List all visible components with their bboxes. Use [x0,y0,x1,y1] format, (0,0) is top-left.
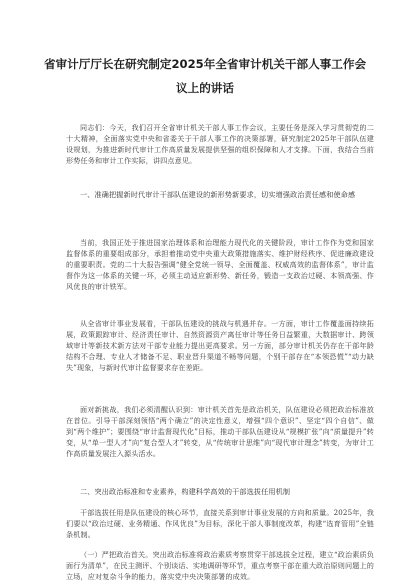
paragraph-selection: 干部选拔任用是队伍建设的核心环节，直接关系到审计事业发展的方向和质量。2025年，我们要以“政治过硬、业务精通、作风优良”为目标，深化干部人事制度改革，构建“选育管用”全链条机制。 [66,508,374,539]
paragraph-political-check: （一）严把政治首关。突出政治标准将政治素质考察贯穿干部选拔全过程，建立“政治素质负面行为清单”，在民主测评、个别谈话、实地调研等环节，重点考察干部在重大政治原则问题上的立场，应对复杂斗争的能力，落实党中央决策部署的成效。 [66,550,375,581]
section-heading-1: 一、准确把握新时代审计干部队伍建设的新形势新要求，切实增强政治责任感和使命感 [80,190,356,199]
document-title-line-1: 省审计厅厅长在研究制定2025年全省审计机关干部人事工作会 [43,57,367,71]
paragraph-opening: 同志们：今天，我们召开全省审计机关干部人事工作会议，主要任务是深入学习贯彻党的二十大精神，全面落实党中央和省委关于干部人事工作的决策部署，研究制定2025年干部队伍建设规划，为推进新时代审计工作高质量发展提供坚强的组织保障和人才支撑。下面，我结合当前形势任务和审计工作实际，讲四点意见。 [66,123,374,165]
paragraph-context: 当前，我国正处于推进国家治理体系和治理能力现代化的关键阶段，审计工作作为党和国家监督体系的重要组成部分，承担着推动党中央重大政策措施落实、维护财经秩序、促进廉政建设的重要职责。党的二十大报告强调“健全党统一领导、全面覆盖、权威高效的监督体系”，审计监督作为这一体系的关键一环，必须主动适应新形势、新任务，锻造一支政治过硬、本领高强、作风优良的审计铁军。 [66,238,374,291]
paragraph-challenges: 从全省审计事业发展看，干部队伍建设的挑战与机遇并存。一方面，审计工作覆盖面持续拓展，政策跟踪审计、经济责任审计、自然资源资产离任审计等任务日益繁重，大数据审计、跨领域审计等新技术新方法对干部专业能力提出更高要求。另一方面，部分审计机关仍存在干部年龄结构不合理、专业人才储备不足、职业晋升渠道不畅等问题，个别干部存在“本领恐慌”“动力缺失”现象，与新时代审计监督要求存在差距。 [66,319,374,372]
paragraph-requirements: 面对新挑战，我们必须清醒认识到：审计机关首先是政治机关，队伍建设必须把政治标准放在首位。引导干部深刻领悟“两个确立”的决定性意义，增强“四个意识”、坚定“四个自信”、做到“两个维护”；要围绕“审计监督现代化”目标，推动干部队伍建设从“规模扩张”向“质量提升”转变，从“单一型人才”向“复合型人才”转变，从“传统审计思维”向“现代审计理念”转变，为审计工作高质量发展注入源头活水。 [66,405,374,458]
section-heading-2: 二、突出政治标准和专业素养，构建科学高效的干部选拔任用机制 [80,487,291,496]
document-title-line-2: 议上的讲话 [176,81,234,95]
